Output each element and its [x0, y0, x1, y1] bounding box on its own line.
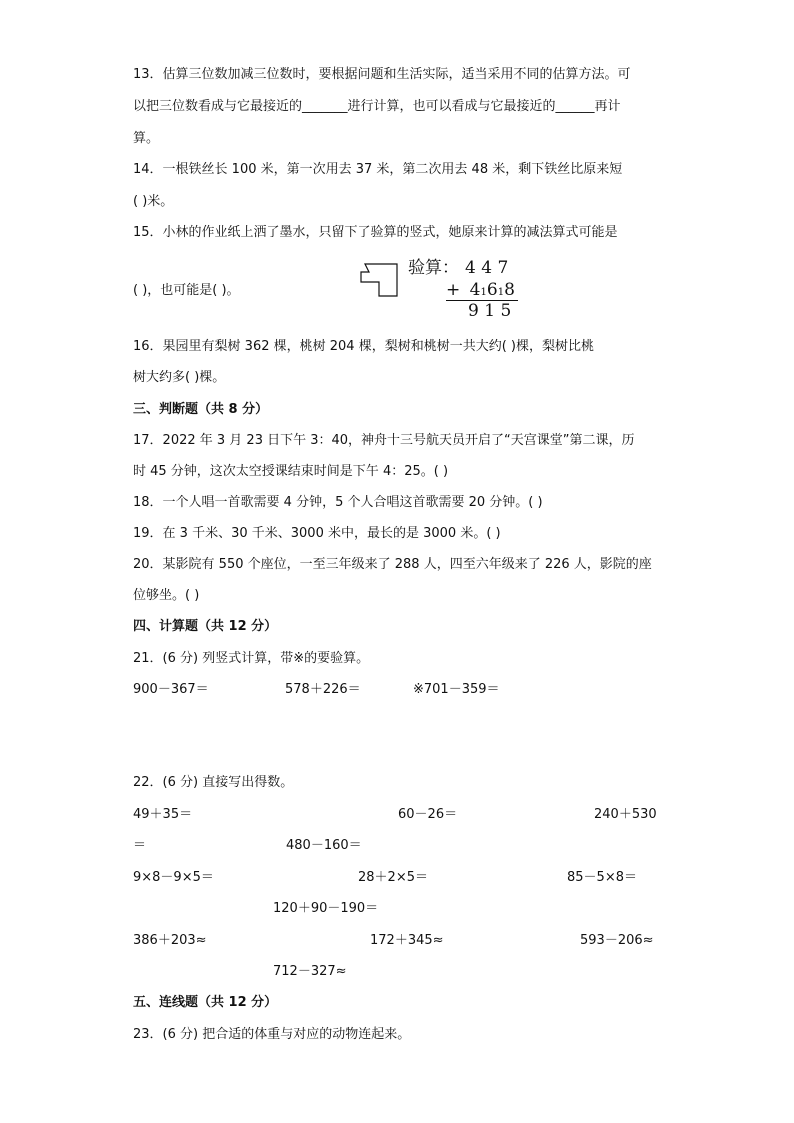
q20-line2: 位够坐。( ): [133, 588, 200, 603]
q15-line2: ( )，也可能是( )。: [133, 283, 240, 298]
q22-expr-3-equals: ＝: [133, 838, 147, 853]
q22-expr-10: 172＋345≈: [370, 933, 444, 948]
section3-title: 三、判断题（共 8 分）: [133, 402, 269, 417]
top-number: 4 4 7: [465, 258, 509, 278]
q21-expr-3: ※701－359＝: [413, 682, 500, 697]
q22-expr-9: 386＋203≈: [133, 933, 207, 948]
q21-line1: 21．(6 分) 列竖式计算，带※的要验算。: [133, 651, 370, 666]
carry-1: 1: [480, 287, 487, 298]
q22-expr-7: 85－5×8＝: [567, 870, 637, 885]
q22-expr-8: 120＋90－190＝: [273, 901, 379, 916]
q22-expr-6: 28＋2×5＝: [358, 870, 428, 885]
q16-line2: 树大约多( )棵。: [133, 370, 226, 385]
section4-title: 四、计算题（共 12 分）: [133, 619, 278, 634]
q20-line1: 20．某影院有 550 个座位，一至三年级来了 288 人，四至六年级来了 226 人，影院的座: [133, 557, 652, 572]
q19-line1: 19．在 3 千米、30 千米、3000 米中，最长的是 3000 米。( ): [133, 526, 501, 541]
second-digit-1: 4: [469, 280, 481, 300]
second-digit-3: 8: [504, 280, 515, 300]
q22-expr-12: 712－327≈: [273, 964, 347, 979]
q17-line1: 17．2022 年 3 月 23 日下午 3：40，神舟十三号航天员开启了“天宫课堂”第二课，历: [133, 433, 635, 448]
q22-expr-5: 9×8－9×5＝: [133, 870, 214, 885]
ink-blot-image: [359, 262, 403, 298]
plus-sign: +: [446, 280, 461, 300]
q23-line1: 23．(6 分) 把合适的体重与对应的动物连起来。: [133, 1027, 411, 1042]
q14-line2: ( )米。: [133, 194, 174, 209]
section5-title: 五、连线题（共 12 分）: [133, 995, 278, 1010]
result-number: 9 1 5: [468, 301, 512, 321]
q22-expr-4: 480－160＝: [286, 838, 362, 853]
q16-line1: 16．果园里有梨树 362 棵，桃树 204 棵，梨树和桃树一共大约( )棵，梨树比桃: [133, 339, 594, 354]
q22-expr-11: 593－206≈: [580, 933, 654, 948]
q22-expr-2: 60－26＝: [398, 807, 458, 822]
q22-expr-1: 49＋35＝: [133, 807, 193, 822]
q13-line2: 以把三位数看成与它最接近的_______进行计算，也可以看成与它最接近的______再计: [133, 99, 621, 114]
q13-line3: 算。: [133, 131, 160, 146]
q22-expr-3: 240＋530: [594, 807, 657, 822]
q21-expr-1: 900－367＝: [133, 682, 209, 697]
vertical-verification: [408, 258, 518, 320]
carry-2: 1: [497, 287, 505, 298]
q14-line1: 14．一根铁丝长 100 米，第一次用去 37 米，第二次用去 48 米，剩下铁丝比原来短: [133, 162, 623, 177]
q22-line1: 22．(6 分) 直接写出得数。: [133, 775, 294, 790]
q13-line1: 13．估算三位数加减三位数时，要根据问题和生活实际，适当采用不同的估算方法。可: [133, 67, 631, 82]
q15-line1: 15．小林的作业纸上洒了墨水，只留下了验算的竖式，她原来计算的减法算式可能是: [133, 225, 618, 240]
q17-line2: 时 45 分钟，这次太空授课结束时间是下午 4：25。( ): [133, 464, 449, 479]
second-digit-2: 6: [486, 280, 498, 300]
verify-label: 验算：: [408, 258, 459, 278]
q21-expr-2: 578＋226＝: [285, 682, 361, 697]
q18-line1: 18．一个人唱一首歌需要 4 分钟，5 个人合唱这首歌需要 20 分钟。( ): [133, 495, 543, 510]
